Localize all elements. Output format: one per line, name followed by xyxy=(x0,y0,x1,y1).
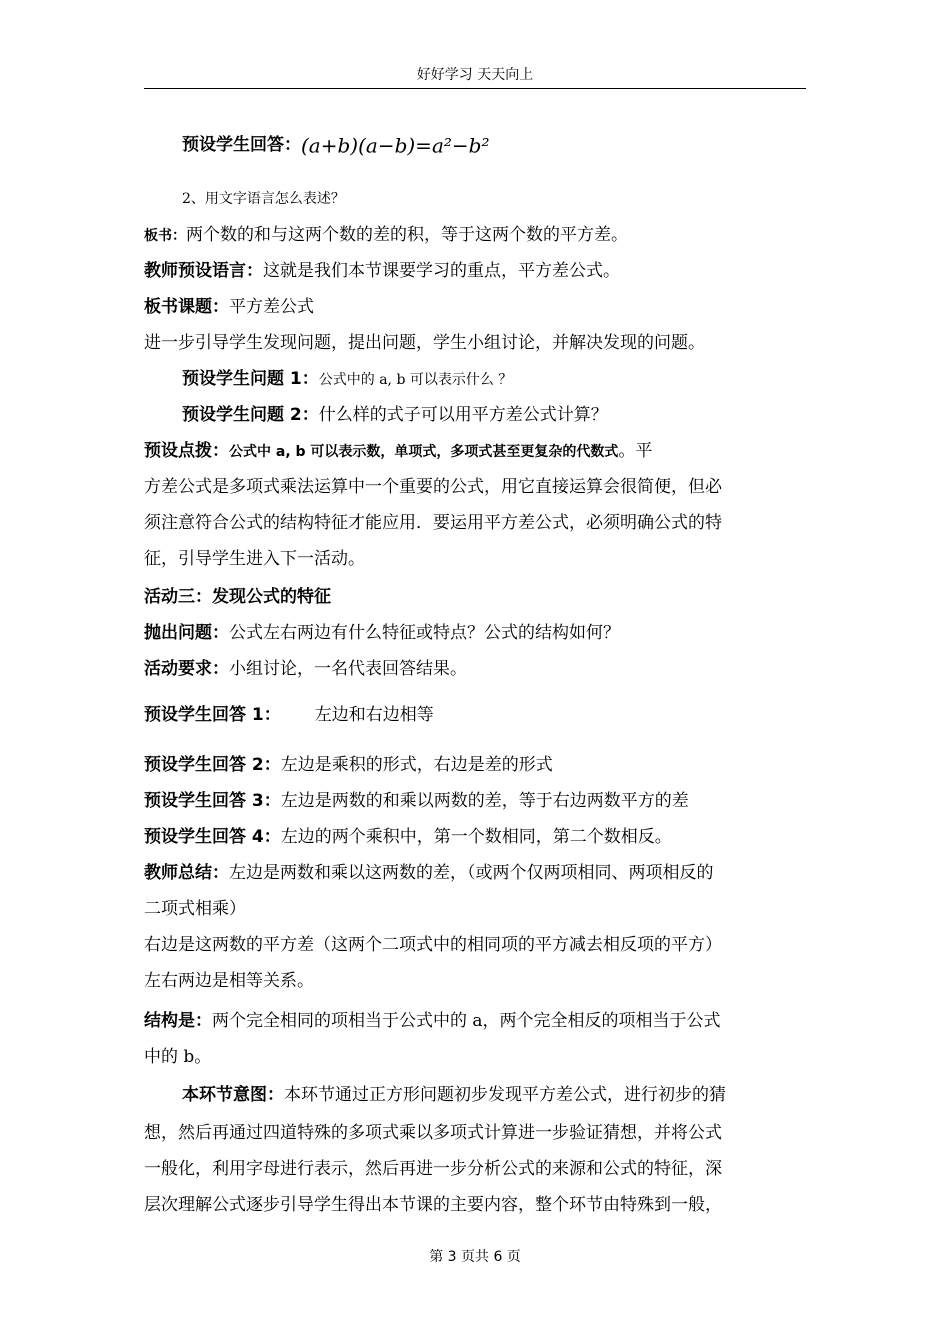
ask-text: 公式左右两边有什么特征或特点？公式的结构如何？ xyxy=(229,623,620,643)
hint-line-1 xyxy=(144,438,806,465)
banshu-label: 板书： xyxy=(144,228,186,244)
requirement-line xyxy=(144,656,806,682)
problem-2-label: 预设学生问题 2： xyxy=(182,405,319,425)
summary-line-4: 左右两边是相等关系。 xyxy=(144,971,314,991)
structure-line-1 xyxy=(144,1008,806,1034)
answer-1-label: 预设学生回答 1： xyxy=(144,705,281,725)
teacher-language-line xyxy=(144,258,806,284)
summary-line-2: 二项式相乘） xyxy=(144,899,246,919)
intent-label: 本环节意图： xyxy=(182,1085,284,1105)
hint-text-tail: 。平 xyxy=(618,441,653,461)
answer-2-label: 预设学生回答 2： xyxy=(144,755,281,775)
formula-line xyxy=(182,128,806,163)
requirement-label: 活动要求： xyxy=(144,659,229,679)
hint-line-2: 方差公式是多项式乘法运算中一个重要的公式，用它直接运算会很简便，但必 xyxy=(144,477,722,497)
answer-2-line xyxy=(144,752,806,778)
answer-1-line xyxy=(144,702,806,728)
intent-line-1 xyxy=(182,1082,806,1108)
problem-1-label: 预设学生问题 1： xyxy=(182,369,319,389)
topic-line xyxy=(144,294,806,320)
page-footer: 第 3 页共 6 页 xyxy=(429,1249,521,1265)
summary-line-1 xyxy=(144,860,806,886)
answer-4-label: 预设学生回答 4： xyxy=(144,827,281,847)
hint-line-3: 须注意符合公式的结构特征才能应用．要运用平方差公式，必须明确公式的特 xyxy=(144,513,722,533)
topic-label: 板书课题： xyxy=(144,297,229,317)
problem-1-text: 公式中的 a, b 可以表示什么 ？ xyxy=(318,372,513,388)
intent-text-1: 本环节通过正方形问题初步发现平方差公式，进行初步的猜 xyxy=(284,1085,726,1105)
activity-3-title: 活动三：发现公式的特征 xyxy=(144,587,331,607)
formula: (a+b)(a−b)=a²−b² xyxy=(301,133,490,158)
question-2: 2、用文字语言怎么表述？ xyxy=(182,191,345,207)
answer-4-line xyxy=(144,824,806,850)
intent-line-2: 想，然后再通过四道特殊的多项式乘以多项式计算进一步验证猜想，并将公式 xyxy=(144,1123,722,1143)
problem-2-line xyxy=(182,402,806,428)
banshu-line xyxy=(144,222,806,249)
answer-2-text: 左边是乘积的形式，右边是差的形式 xyxy=(280,755,553,775)
guide-line: 进一步引导学生发现问题，提出问题，学生小组讨论，并解决发现的问题。 xyxy=(144,333,705,353)
structure-text-1: 两个完全相同的项相当于公式中的 a，两个完全相反的项相当于公式 xyxy=(212,1011,721,1031)
banshu-text: 两个数的和与这两个数的差的积，等于这两个数的平方差。 xyxy=(186,225,628,245)
summary-line-3: 右边是这两数的平方差（这两个二项式中的相同项的平方减去相反项的平方） xyxy=(144,935,722,955)
structure-label: 结构是： xyxy=(144,1011,212,1031)
hint-text-bold: 公式中 a, b 可以表示数，单项式，多项式甚至更复杂的代数式 xyxy=(229,444,619,460)
formula-label: 预设学生回答： xyxy=(182,135,301,155)
summary-label: 教师总结： xyxy=(144,863,229,883)
ask-line xyxy=(144,620,806,646)
ask-label: 抛出问题： xyxy=(144,623,229,643)
answer-1-text: 左边和右边相等 xyxy=(314,705,434,725)
hint-label: 预设点拨： xyxy=(144,441,229,461)
requirement-text: 小组讨论，一名代表回答结果。 xyxy=(229,659,467,679)
answer-3-line xyxy=(144,788,806,814)
answer-4-text: 左边的两个乘积中，第一个数相同，第二个数相反。 xyxy=(280,827,672,847)
teacher-language-text: 这就是我们本节课要学习的重点，平方差公式。 xyxy=(263,261,620,281)
intent-line-4: 层次理解公式逐步引导学生得出本节课的主要内容，整个环节由特殊到一般， xyxy=(144,1195,722,1215)
summary-text-1: 左边是两数和乘以这两数的差，（或两个仅两项相同、两项相反的 xyxy=(229,863,714,883)
teacher-language-label: 教师预设语言： xyxy=(144,261,263,281)
header-rule xyxy=(144,88,806,89)
structure-line-2: 中的 b。 xyxy=(144,1047,212,1067)
topic-text: 平方差公式 xyxy=(229,297,314,317)
answer-3-label: 预设学生回答 3： xyxy=(144,791,281,811)
intent-line-3: 一般化，利用字母进行表示，然后再进一步分析公式的来源和公式的特征，深 xyxy=(144,1159,722,1179)
page-header: 好好学习 天天向上 xyxy=(416,67,534,83)
problem-2-text: 什么样的式子可以用平方差公式计算？ xyxy=(318,405,608,425)
answer-3-text: 左边是两数的和乘以两数的差，等于右边两数平方的差 xyxy=(280,791,689,811)
problem-1-line xyxy=(182,366,806,393)
hint-line-4: 征，引导学生进入下一活动。 xyxy=(144,549,365,569)
